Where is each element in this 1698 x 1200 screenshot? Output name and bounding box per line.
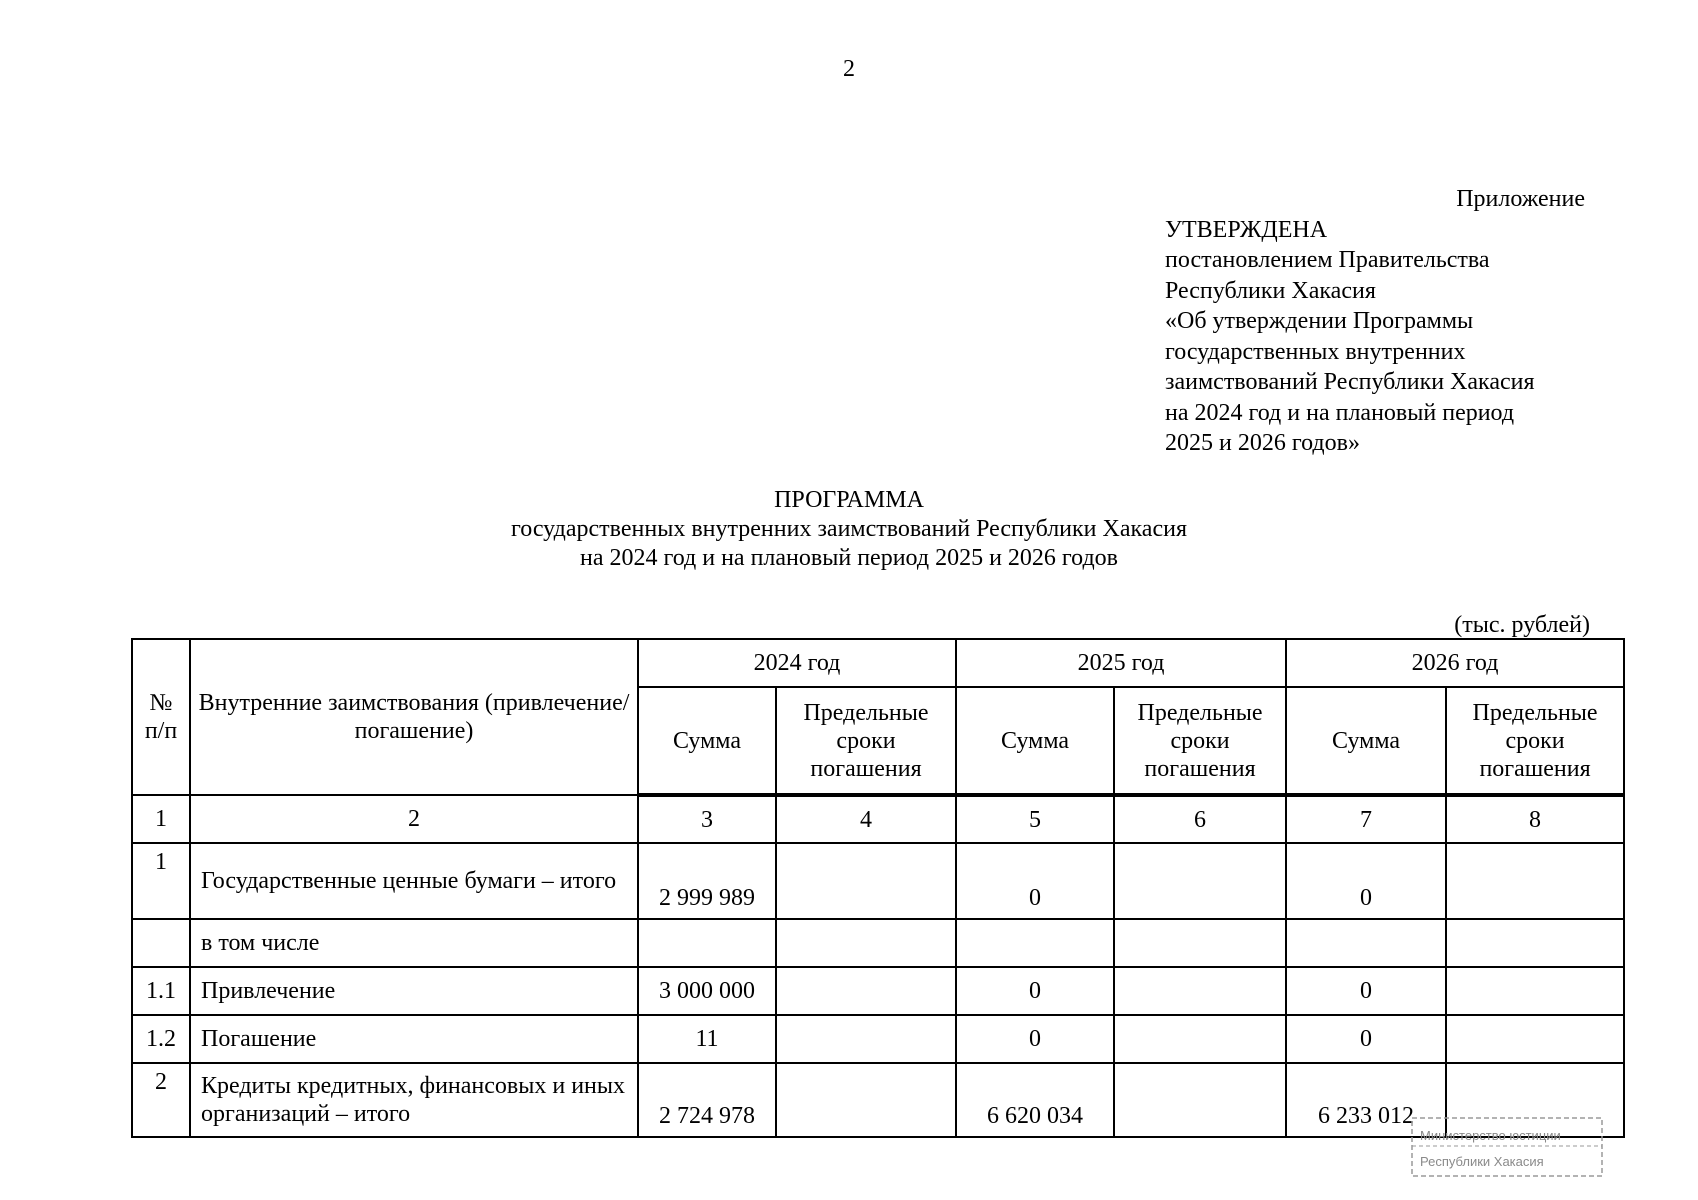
- row-terms-2025: [1114, 1015, 1286, 1063]
- table-row: [132, 1015, 1624, 1063]
- row-name: Погашение: [190, 1015, 638, 1063]
- row-terms-2024: [776, 843, 956, 919]
- row-terms-2026: [1446, 1015, 1624, 1063]
- approval-line: на 2024 год и на плановый период: [1165, 399, 1515, 426]
- column-number: 6: [1114, 795, 1286, 843]
- row-sum-2025: 0: [956, 843, 1114, 919]
- column-number: 4: [776, 795, 956, 843]
- column-number: 1: [132, 795, 190, 843]
- row-sum-2024: 2 724 978: [638, 1063, 776, 1137]
- approval-line: 2025 и 2026 годов»: [1165, 430, 1360, 456]
- header-terms: Предельные сроки погашения: [1446, 687, 1624, 795]
- borrowings-table: [131, 638, 1625, 1138]
- column-number: 5: [956, 795, 1114, 843]
- header-year-2025: 2025 год: [956, 639, 1286, 687]
- header-terms: Предельные сроки погашения: [776, 687, 956, 795]
- row-sum-2026: 0: [1286, 843, 1446, 919]
- column-number: 2: [190, 795, 638, 843]
- row-sum-2025: 0: [956, 967, 1114, 1015]
- header-sum: Сумма: [638, 687, 776, 795]
- row-sum-2026: [1286, 919, 1446, 967]
- row-terms-2025: [1114, 843, 1286, 919]
- row-sum-2025: 0: [956, 1015, 1114, 1063]
- row-terms-2024: [776, 919, 956, 967]
- stamp-text-line: Министерство юстиции: [1420, 1128, 1561, 1143]
- approval-line: государственных внутренних: [1165, 338, 1466, 365]
- header-sum: Сумма: [1286, 687, 1446, 795]
- page-number: 2: [843, 56, 855, 82]
- appendix-label: Приложение: [1456, 186, 1585, 212]
- row-name: в том числе: [190, 919, 638, 967]
- row-sum-2024: 3 000 000: [638, 967, 776, 1015]
- row-sum-2026: 0: [1286, 1015, 1446, 1063]
- row-terms-2024: [776, 1063, 956, 1137]
- row-num: 2: [132, 1063, 190, 1137]
- approval-line: Республики Хакасия: [1165, 277, 1376, 304]
- title-line: ПРОГРАММА: [774, 487, 924, 513]
- row-terms-2024: [776, 967, 956, 1015]
- table-row: [132, 919, 1624, 967]
- row-num: [132, 919, 190, 967]
- row-sum-2025: [956, 919, 1114, 967]
- row-terms-2025: [1114, 967, 1286, 1015]
- approval-line: УТВЕРЖДЕНА: [1165, 216, 1328, 243]
- row-sum-2024: [638, 919, 776, 967]
- row-num: 1.1: [132, 967, 190, 1015]
- row-name: Государственные ценные бумаги – итого: [190, 843, 638, 919]
- header-sum: Сумма: [956, 687, 1114, 795]
- row-sum-2026: 0: [1286, 967, 1446, 1015]
- units-label: (тыс. рублей): [1454, 612, 1590, 638]
- row-terms-2025: [1114, 919, 1286, 967]
- row-num: 1.2: [132, 1015, 190, 1063]
- header-terms: Предельные сроки погашения: [1114, 687, 1286, 795]
- header-row: [132, 639, 1624, 687]
- registration-stamp: [1396, 1112, 1612, 1186]
- row-sum-2024: 11: [638, 1015, 776, 1063]
- header-name: Внутренние заимствования (привлечение/погашение): [190, 639, 638, 795]
- column-number: 3: [638, 795, 776, 843]
- row-name: Привлечение: [190, 967, 638, 1015]
- row-terms-2024: [776, 1015, 956, 1063]
- row-sum-2024: 2 999 989: [638, 843, 776, 919]
- row-sum-2026: 6 233 012: [1286, 1063, 1446, 1137]
- table-row: [132, 843, 1624, 919]
- title-line: государственных внутренних заимствований Республики Хакасия: [510, 516, 1187, 542]
- approval-line: постановлением Правительства: [1165, 247, 1490, 273]
- approval-line: заимствований Республики Хакасия: [1165, 369, 1535, 395]
- header-year-2026: 2026 год: [1286, 639, 1624, 687]
- title-line: на 2024 год и на плановый период 2025 и 2026 годов: [579, 545, 1119, 571]
- column-number: 8: [1446, 795, 1624, 843]
- program-title: [0, 486, 1698, 573]
- stamp-text-line: Республики Хакасия: [1420, 1154, 1544, 1169]
- table-row: [132, 967, 1624, 1015]
- header-year-2024: 2024 год: [638, 639, 956, 687]
- column-number: 7: [1286, 795, 1446, 843]
- header-num: № п/п: [132, 639, 190, 795]
- approval-block: [1165, 184, 1585, 459]
- approval-line: «Об утверждении Программы: [1165, 308, 1474, 334]
- row-terms-2026: [1446, 967, 1624, 1015]
- row-terms-2026: [1446, 843, 1624, 919]
- row-num: 1: [132, 843, 190, 919]
- column-number-row: [132, 795, 1624, 843]
- row-terms-2026: [1446, 919, 1624, 967]
- row-sum-2025: 6 620 034: [956, 1063, 1114, 1137]
- row-name: Кредиты кредитных, финансовых и иных организаций – итого: [190, 1063, 638, 1137]
- row-terms-2025: [1114, 1063, 1286, 1137]
